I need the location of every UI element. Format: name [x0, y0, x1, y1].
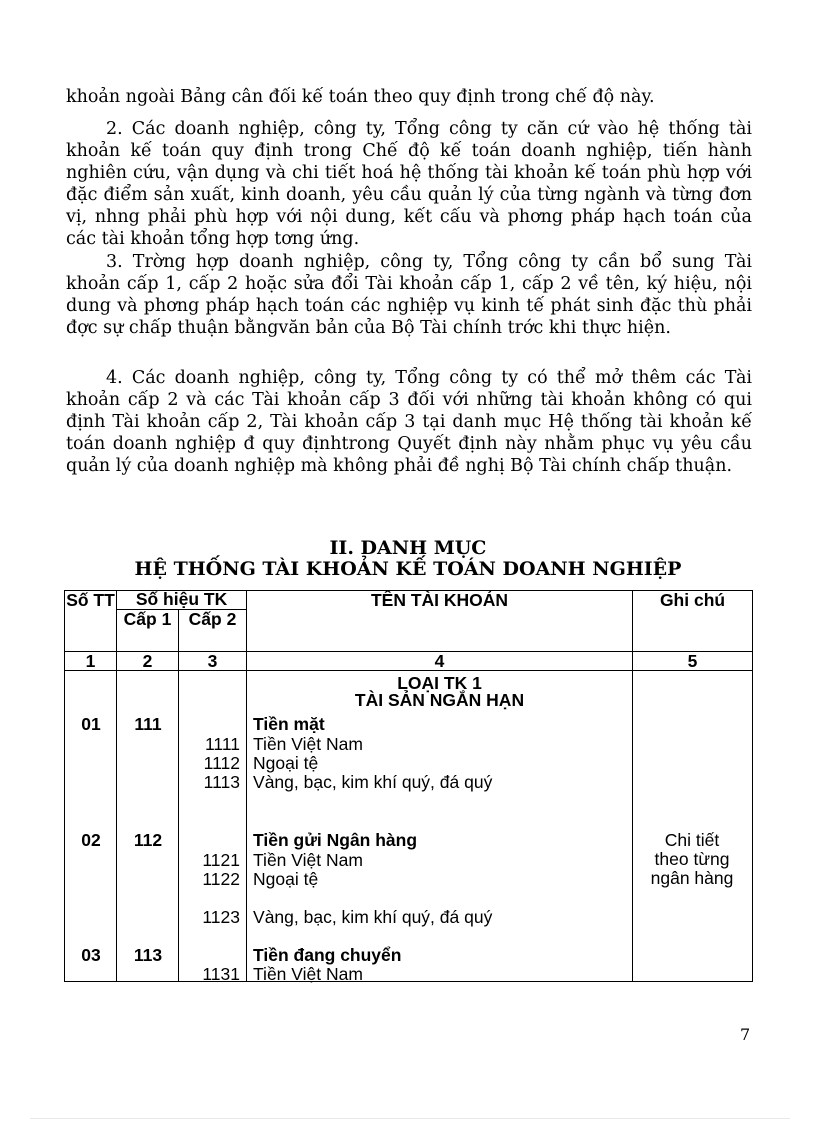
account-name-level1: Tiền đang chuyển [253, 945, 402, 965]
page-bottom-divider [30, 1118, 790, 1119]
header-ghi-chu: Ghi chú [633, 591, 753, 652]
header-cap-1: Cấp 1 [117, 610, 179, 652]
section-subtitle: HỆ THỐNG TÀI KHOẢN KẾ TOÁN DOANH NGHIỆP [134, 558, 682, 580]
account-name-level2: Tiền Việt Nam [253, 964, 363, 984]
col-number: 1 [65, 652, 117, 671]
account-code-level1: 112 [133, 830, 163, 850]
group-title: LOẠI TK 1 [397, 673, 482, 693]
col-number: 4 [247, 652, 633, 671]
account-code-level2: 1112 [203, 753, 241, 773]
header-cap-2: Cấp 2 [179, 610, 247, 652]
account-name-level2: Ngoại tệ [253, 753, 319, 773]
page-number: 7 [740, 1025, 751, 1044]
col-number: 3 [179, 652, 247, 671]
header-so-hieu: Số hiệu TK [117, 591, 247, 610]
account-name-level2: Vàng, bạc, kim khí quý, đá quý [253, 907, 493, 927]
stt-value: 01 [81, 714, 101, 734]
header-stt: Số TT [65, 591, 117, 652]
stt-value: 03 [81, 945, 101, 965]
col-number: 2 [117, 652, 179, 671]
account-code-level2: 1123 [202, 907, 241, 927]
account-code-level1: 111 [134, 714, 162, 734]
group-subtitle: TÀI SẢN NGẮN HẠN [354, 690, 525, 710]
account-table [64, 590, 753, 982]
paragraph-2: 2. Các doanh nghiệp, công ty, Tổng công ty căn cứ vào hệ thống tài khoản kế toán quy định trong Chế độ kế toán doanh nghiệp, tiến hành nghiên cứu, vận dụng và chi tiết hoá hệ thống tài khoản kế toán phù hợp với đặc điểm sản xuất, kinh doanh, yêu cầu quản lý của từng ngành và từng đơn vị, nhng phải phù hợp với nội dung, kết cấu và phơng pháp hạch toán của các tài khoản tổng hợp tơng ứng. [66, 119, 752, 249]
table-header-row [65, 591, 753, 610]
stt-value: 02 [81, 830, 101, 850]
account-name-level1: Tiền gửi Ngân hàng [253, 830, 418, 850]
account-code-level2: 1113 [203, 772, 241, 792]
account-name-level2: Vàng, bạc, kim khí quý, đá quý [253, 772, 493, 792]
header-ten-tai-khoan: TÊN TÀI KHOẢN [247, 591, 633, 652]
paragraph-intro: khoản ngoài Bảng cân đối kế toán theo quy định trong chế độ này. [66, 87, 655, 107]
account-code-level2: 1122 [202, 869, 241, 889]
col-number: 5 [633, 652, 753, 671]
column-number-row [65, 652, 753, 671]
account-code-level2: 1111 [204, 734, 241, 754]
account-note: Chi tiết theo từng ngân hàng [650, 830, 734, 888]
paragraph-3: 3. Trờng hợp doanh nghiệp, công ty, Tổng công ty cần bổ sung Tài khoản cấp 1, cấp 2 hoặc sửa đổi Tài khoản cấp 1, cấp 2 về tên, ký hiệu, nội dung và phơng pháp hạch toán các nghiệp vụ kinh tế phát sinh đặc thù phải đợc sự chấp thuận bằngvăn bản của Bộ Tài chính trớc khi thực hiện. [66, 252, 752, 338]
account-code-level2: 1121 [202, 850, 241, 870]
account-name-level2: Tiền Việt Nam [253, 850, 363, 870]
table-body-row [65, 671, 753, 982]
account-name-level2: Tiền Việt Nam [253, 734, 363, 754]
account-name-level2: Ngoại tệ [253, 869, 319, 889]
paragraph-4: 4. Các doanh nghiệp, công ty, Tổng công ty có thể mở thêm các Tài khoản cấp 2 và các Tài khoản cấp 3 đối với những tài khoản không có qui định Tài khoản cấp 2, Tài khoản cấp 3 tại danh mục Hệ thống tài khoản kế toán doanh nghiệp đ quy địnhtrong Quyết định này nhằm phục vụ yêu cầu quản lý của doanh nghiệp mà không phải đề nghị Bộ Tài chính chấp thuận. [66, 368, 752, 476]
account-name-level1: Tiền mặt [253, 714, 325, 734]
account-code-level2: 1131 [202, 964, 241, 984]
section-title: II. DANH MỤC [329, 537, 487, 559]
account-code-level1: 113 [133, 945, 163, 965]
